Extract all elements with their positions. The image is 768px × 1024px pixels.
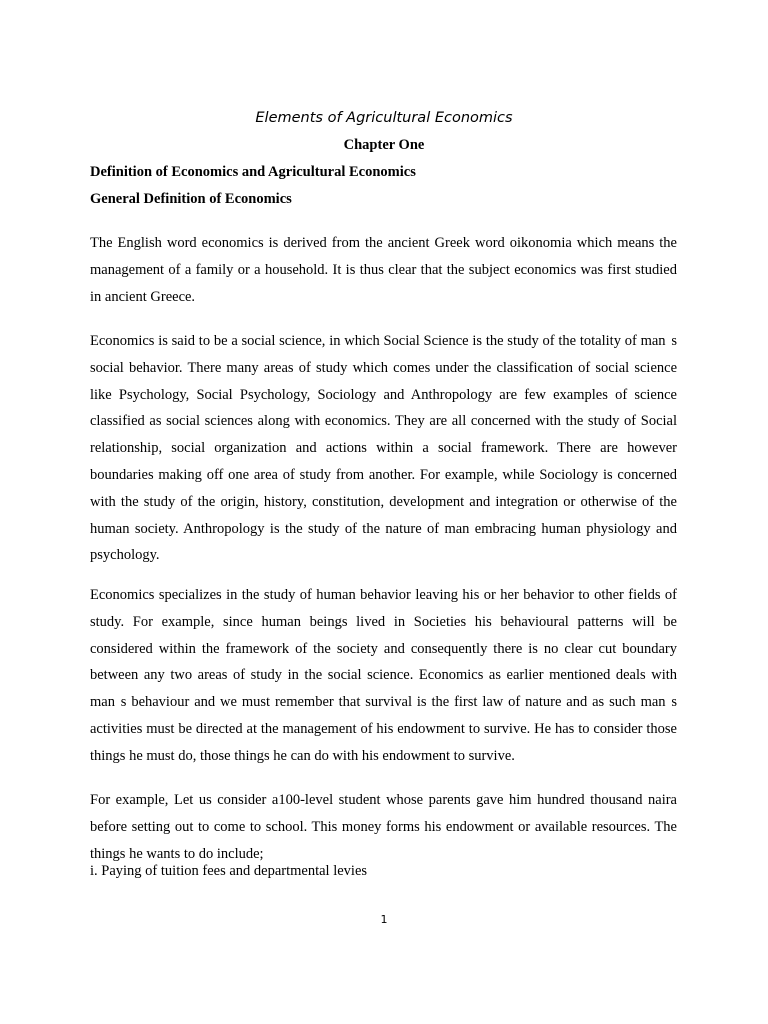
paragraph-etymology: The English word economics is derived from the ancient Greek word oikonomia which means the management of a family or a household. It is thus clear that the subject economics was first studied in ancient Greece. [90, 235, 677, 305]
section-heading: Definition of Economics and Agricultural Economics [90, 164, 416, 180]
paragraph-social-science: Economics is said to be a social science, in which Social Science is the study of the totality of man s social behavior. There many areas of study which comes under the classification of social science like Psychology, Social Psychology, Sociology and Anthropology are few examples of science classified as social sciences along with economics. They are all concerned with the study of Social relationship, social organization and actions within a social framework. There are however boundaries making off one area of study from another. For example, while Sociology is concerned with the study of the origin, history, constitution, development and integration or otherwise of the human society. Anthropology is the study of the nature of man embracing human physiology and psychology. [90, 333, 677, 564]
paragraph-student-example: For example, Let us consider a100-level student whose parents gave him hundred thousand naira before setting out to come to school. This money forms his endowment or available resources. The things he wants to do include; [90, 792, 677, 862]
subsection-heading: General Definition of Economics [90, 191, 292, 207]
document-title: Elements of Agricultural Economics [255, 110, 513, 126]
list-item-tuition: i. Paying of tuition fees and departmental levies [90, 863, 368, 879]
page-number: 1 [380, 913, 388, 926]
paragraph-human-behavior: Economics specializes in the study of human behavior leaving his or her behavior to other fields of study. For example, since human beings lived in Societies his behavioural patterns will be considered within the framework of the society and consequently there is no clear cut boundary between any two areas of study in the social science. Economics as earlier mentioned deals with man s behaviour and we must remember that survival is the first law of nature and as such man s activities must be directed at the management of his endowment to survive. He has to consider those things he must do, those things he can do with his endowment to survive. [90, 587, 677, 764]
chapter-heading: Chapter One [343, 137, 425, 153]
